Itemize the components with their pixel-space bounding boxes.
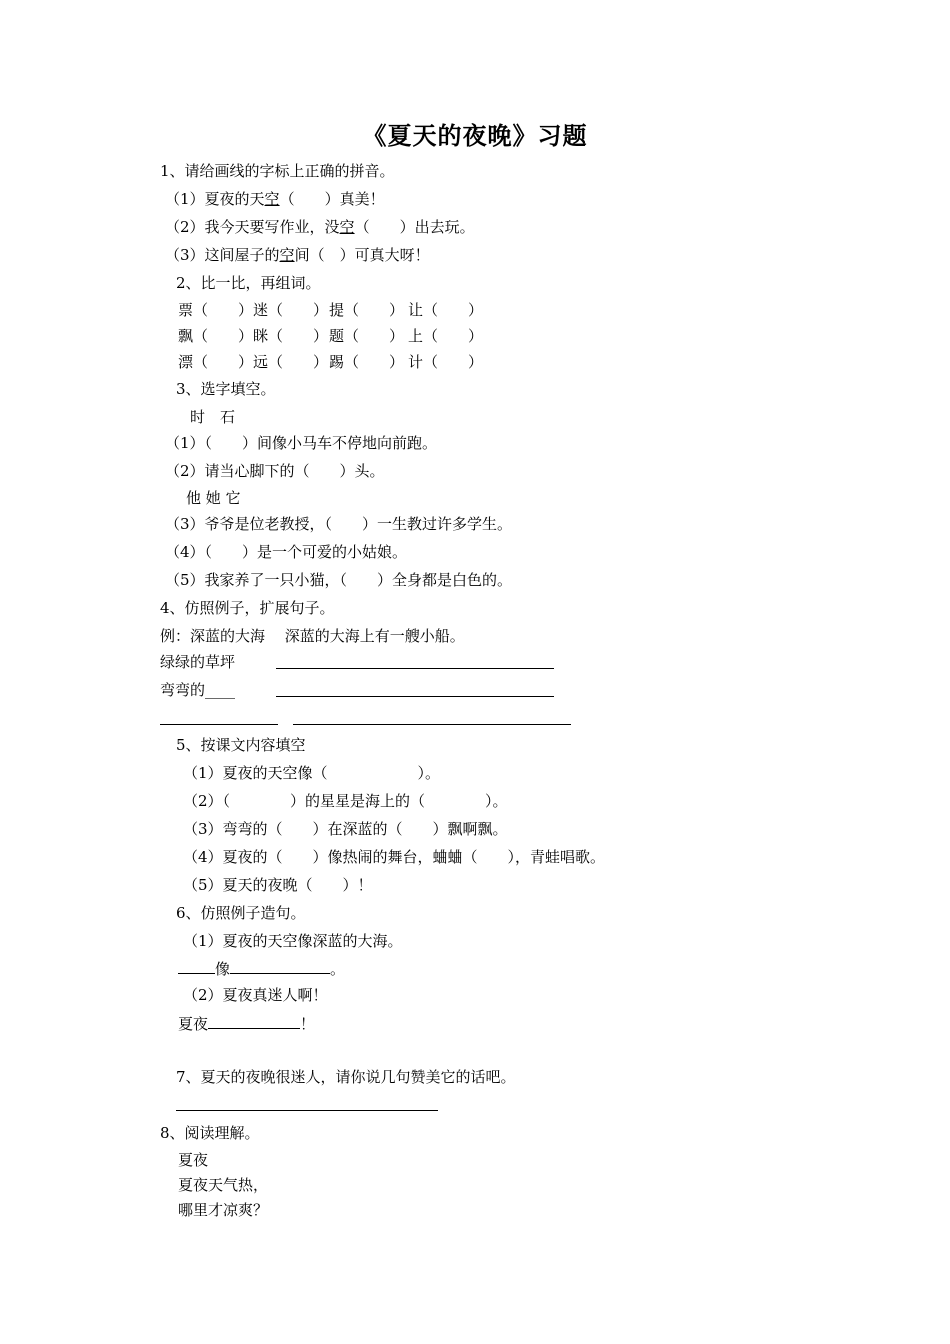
q3-group-1: 时 石 <box>190 408 236 426</box>
q3-item-1: （1）（ ）间像小马车不停地向前跑。 <box>165 434 438 452</box>
q3-item-4: （4）（ ）是一个可爱的小姑娘。 <box>165 543 408 561</box>
q2-cell-1-2: 题（ ） <box>329 327 405 345</box>
q6-item-1: （1）夏夜的天空像深蓝的大海。 <box>183 932 403 950</box>
q4-heading: 4、仿照例子，扩展句子。 <box>160 599 335 617</box>
q3-item-2: （2）请当心脚下的（ ）头。 <box>165 462 385 480</box>
q7-answer-line <box>176 1110 438 1111</box>
q2-cell-2-0: 漂（ ） <box>178 353 254 371</box>
q5-item-5: （5）夏天的夜晚（ ）！ <box>183 876 373 894</box>
q2-cell-0-1: 迷（ ） <box>253 301 329 319</box>
q6-fill-1-blank-b <box>230 958 330 974</box>
q4-row-2-label: 弯弯的____ <box>160 681 236 699</box>
q8-poem-line-1: 夏夜天气热， <box>178 1176 269 1194</box>
q8-poem-line-2: 哪里才凉爽？ <box>178 1201 269 1219</box>
q2-cell-0-0: 票（ ） <box>178 301 254 319</box>
q2-cell-1-3: 上（ ） <box>408 327 484 345</box>
q2-cell-2-2: 踢（ ） <box>329 353 405 371</box>
q6-heading: 6、仿照例子造句。 <box>176 904 306 922</box>
page-title: 《夏天的夜晚》习题 <box>362 121 588 150</box>
q2-cell-1-0: 飘（ ） <box>178 327 254 345</box>
q4-row-1-label: 绿绿的草坪 <box>160 653 236 671</box>
q8-heading: 8、阅读理解。 <box>160 1124 260 1142</box>
q5-item-3: （3）弯弯的（ ）在深蓝的（ ）飘啊飘。 <box>183 820 508 838</box>
q2-cell-0-2: 提（ ） <box>329 301 405 319</box>
q2-cell-2-1: 远（ ） <box>253 353 329 371</box>
q3-item-3: （3）爷爷是位老教授，（ ）一生教过许多学生。 <box>165 515 513 533</box>
q3-heading: 3、选字填空。 <box>176 380 276 398</box>
q4-example: 例：深蓝的大海 深蓝的大海上有一艘小船。 <box>160 627 465 645</box>
q2-cell-0-3: 让（ ） <box>408 301 484 319</box>
q3-item-5: （5）我家养了一只小猫，（ ）全身都是白色的。 <box>165 571 513 589</box>
q1-item-1: （1）夏夜的天空（ ）真美！ <box>165 190 385 208</box>
q6-fill-2-blank <box>208 1013 300 1029</box>
q2-cell-2-3: 计（ ） <box>408 353 484 371</box>
q5-heading: 5、按课文内容填空 <box>176 736 306 754</box>
q4-row-3-answer-line <box>293 724 571 725</box>
q6-fill-1: 像 。 <box>178 958 345 979</box>
q7-heading: 7、夏天的夜晚很迷人，请你说几句赞美它的话吧。 <box>176 1068 516 1086</box>
q8-poem-title: 夏夜 <box>178 1151 209 1169</box>
q6-item-2: （2）夏夜真迷人啊！ <box>183 986 328 1004</box>
q4-row-1-answer-line <box>276 668 554 669</box>
q2-cell-1-1: 眯（ ） <box>253 327 329 345</box>
q5-item-1: （1）夏夜的天空像（ ）。 <box>183 764 441 782</box>
q4-row-2-answer-line <box>276 696 554 697</box>
q1-item-3: （3）这间屋子的空间（ ）可真大呀！ <box>165 246 430 264</box>
q1-heading: 1、请给画线的字标上正确的拼音。 <box>160 162 395 180</box>
q6-fill-1-blank-a <box>178 958 215 974</box>
q6-fill-2: 夏夜 ！ <box>178 1015 316 1033</box>
q5-item-4: （4）夏夜的（ ）像热闹的舞台，蛐蛐（ ），青蛙唱歌。 <box>183 848 606 866</box>
q1-item-2: （2）我今天要写作业，没空（ ）出去玩。 <box>165 218 475 236</box>
q2-heading: 2、比一比，再组词。 <box>176 274 321 292</box>
q4-row-3-prompt-line <box>160 724 278 725</box>
q3-group-2: 他 她 它 <box>186 489 241 507</box>
q5-item-2: （2）（ ）的星星是海上的（ ）。 <box>183 792 508 810</box>
